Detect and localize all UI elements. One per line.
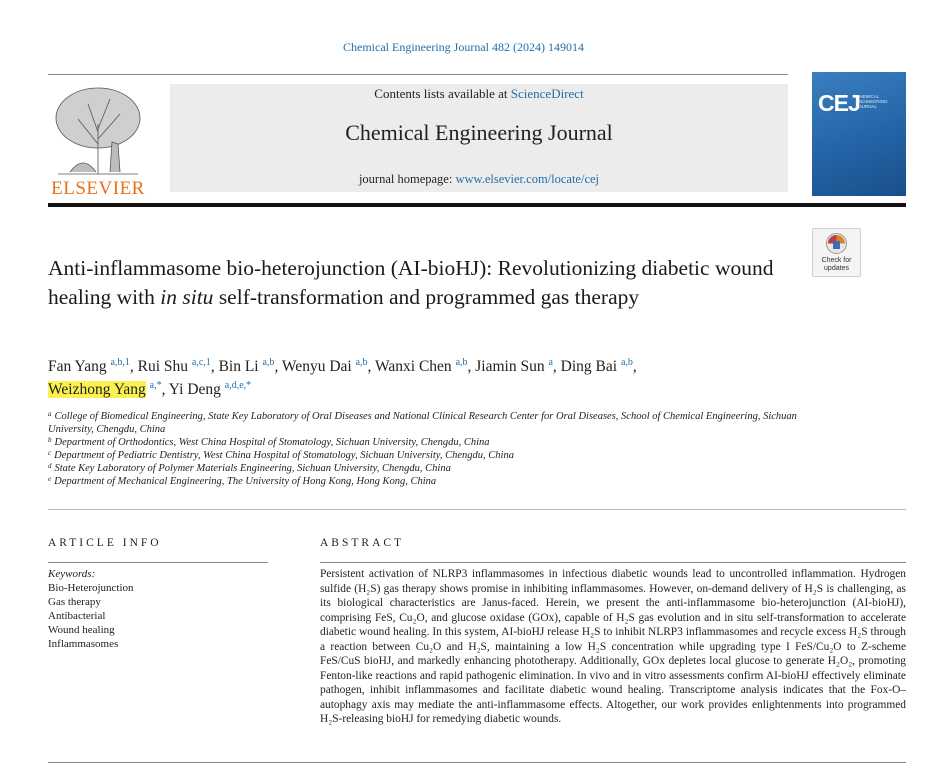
article-title: Anti-inflammasome bio-heterojunction (AI-bioHJ): Revolutionizing diabetic wound healing with in situ self-transformation and programmed gas therapy (48, 256, 774, 309)
check-updates-label: Check for updates (821, 257, 852, 272)
keyword-item: Wound healing (48, 624, 115, 636)
cover-abbreviation: CEJ (818, 90, 860, 116)
header-divider (48, 203, 906, 207)
keyword-item: Bio-Heterojunction (48, 582, 134, 594)
keyword-item: Inflammasomes (48, 638, 119, 650)
abstract-heading: ABSTRACT (320, 537, 405, 549)
contents-line (170, 86, 788, 102)
author[interactable]: Yi Deng $^{a,d,e,*}$ (168, 380, 252, 398)
divider (48, 509, 906, 510)
keywords-label: Keywords: (48, 568, 96, 580)
author[interactable]: Fan Yang $^{a,b,1}$ (48, 357, 130, 375)
contents-prefix: Contents lists available at (374, 86, 511, 101)
affiliation-item: $^d$ State Key Laboratory of Polymer Materials Engineering, Sichuan University, Chengdu, China (48, 462, 451, 474)
author[interactable]: Wanxi Chen $^{a,b}$ (375, 357, 468, 375)
divider (48, 562, 268, 563)
homepage-prefix: journal homepage: (358, 172, 456, 186)
check-updates-icon (825, 232, 848, 255)
check-for-updates-button[interactable] (812, 228, 861, 277)
affiliation-item: $^e$ Department of Mechanical Engineering, The University of Hong Kong, Hong Kong, China (48, 475, 437, 487)
cover-subtitle: CHEMICAL ENGINEERING JOURNAL (856, 94, 888, 109)
author[interactable]: Jiamin Sun $^a$ (475, 357, 553, 375)
affiliation-item: $^a$ College of Biomedical Engineering, State Key Laboratory of Oral Diseases and National Clinical Research Center for Oral Diseases, School of Chemical Engineering, Sichuan University, Chengdu, China (48, 410, 797, 435)
author-highlighted[interactable]: Weizhong Yang $^{a,*}$ (48, 380, 162, 398)
divider (48, 74, 788, 75)
journal-reference[interactable]: Chemical Engineering Journal 482 (2024) 149014 (343, 40, 584, 54)
author-list: Fan Yang $^{a,b,1}$, Rui Shu $^{a,c,1}$, Bin Li $^{a,b}$, Wenyu Dai $^{a,b}$, Wanxi Chen $^{a,b}$, Jiamin Sun $^a$, Ding Bai $^{a,b}$, Weizhong Yang $^{a,*}$, Yi Deng $^{a,d,e,*}$ (48, 357, 637, 398)
article-info-heading: ARTICLE INFO (48, 537, 162, 549)
author[interactable]: Ding Bai $^{a,b}$ (560, 357, 633, 375)
divider (320, 562, 906, 563)
journal-name: Chemical Engineering Journal (345, 120, 613, 145)
abstract-text: Persistent activation of NLRP3 inflammasomes in infectious diabetic wounds lead to uncontrolled inflammation. Hydrogen sulfide (H₂S) gas therapy shows promise in inhibiting inflammasomes. However, on-demand delivery of H₂S is challenging, as its biological characteristics are Janus-faced. Herein, we present the anti-inflammasome bio-heterojunction (AI-bioHJ), comprising FeS, Cu₂O, and glucose oxidase (GOx), capable of H₂S gas evolution and in situ self-transformation to accelerate diabetic wound healing. In this system, AI-bioHJ release H₂S to inhibit NLRP3 inflammasomes and recycle excess H₂S through a reaction between Cu₂O and H₂S, maintaining a low H₂S concentration while upgrading type I FeS/Cu₂O to Z-scheme FeS/CuS bioHJ, and markedly enhancing phototherapy. Additionally, GOx depletes local glucose to generate H₂O₂, promoting Fenton-like reactions and rapid pathogenic elimination. In vivo and in vitro assessments confirm AI-bioHJ effectively eliminate pathogen, inhibit inflammasomes and facilitate diabetic wound healing. Transcriptome analysis indicates that the Fox-O–autophagy axis may mediate the anti-inflammasome effects. Altogether, our work provides enlightenments into programmed H₂S-releasing bioHJ for remedying diabetic wounds. (320, 568, 906, 725)
author[interactable]: Rui Shu $^{a,c,1}$ (137, 357, 211, 375)
publisher-wordmark: ELSEVIER (51, 178, 145, 199)
keyword-item: Gas therapy (48, 596, 101, 608)
divider (48, 762, 906, 763)
affiliation-item: $^b$ Department of Orthodontics, West China Hospital of Stomatology, Sichuan University, Chengdu, China (48, 436, 490, 448)
keyword-list (48, 581, 134, 651)
homepage-link[interactable]: www.elsevier.com/locate/cej (455, 172, 600, 186)
journal-masthead (170, 84, 788, 192)
sciencedirect-link[interactable]: ScienceDirect (510, 86, 584, 101)
homepage-line (170, 172, 788, 187)
keyword-item: Antibacterial (48, 610, 106, 622)
journal-cover-image[interactable] (812, 72, 906, 196)
affiliations (48, 410, 808, 488)
affiliation-item: $^c$ Department of Pediatric Dentistry, West China Hospital of Stomatology, Sichuan University, Chengdu, China (48, 449, 514, 461)
author[interactable]: Bin Li $^{a,b}$ (218, 357, 275, 375)
author[interactable]: Wenyu Dai $^{a,b}$ (281, 357, 368, 375)
